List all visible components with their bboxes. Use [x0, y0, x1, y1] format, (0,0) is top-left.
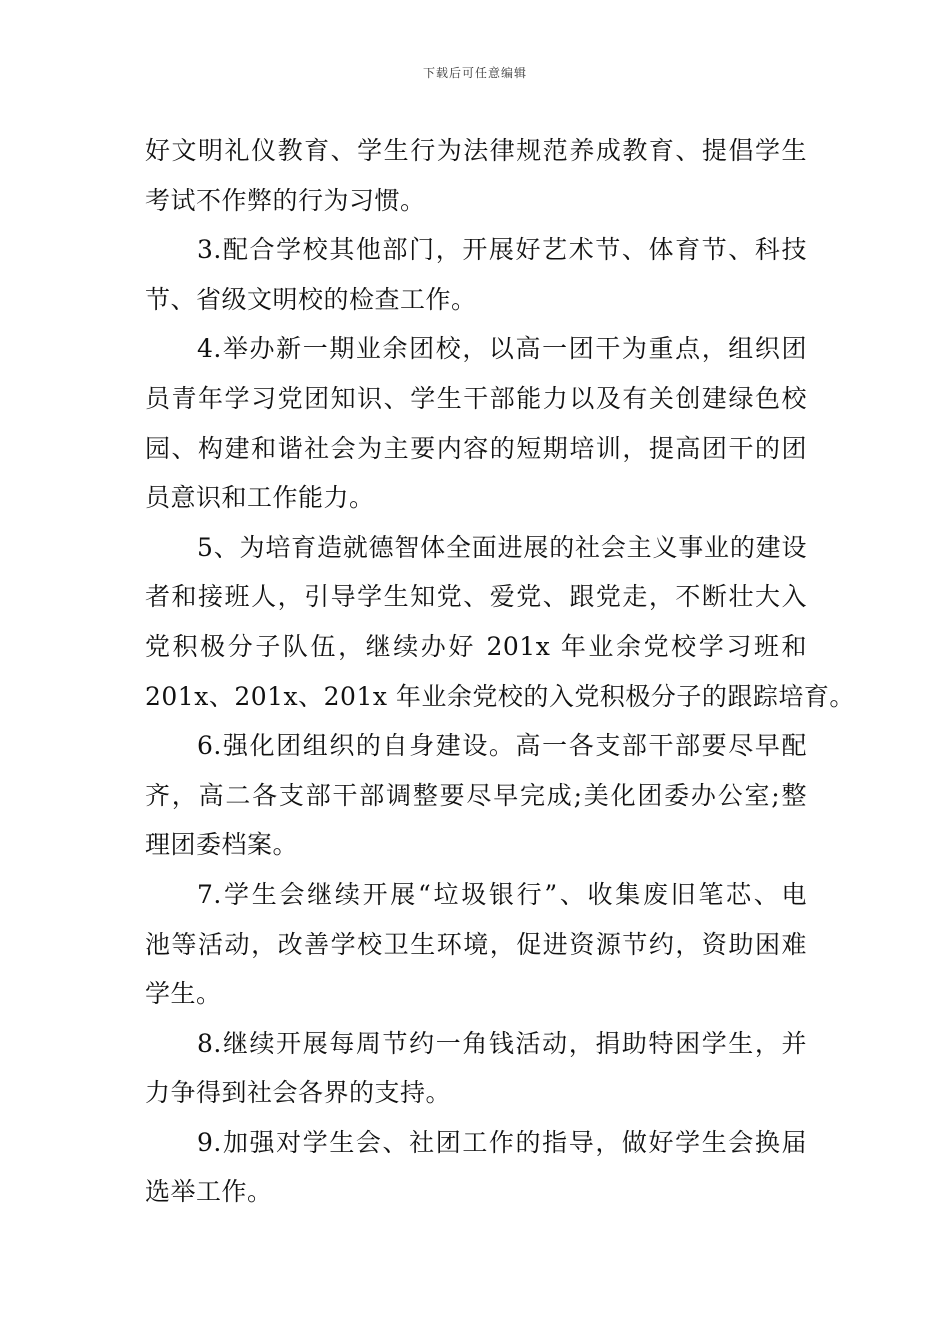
text-line: 好文明礼仪教育、学生行为法律规范养成教育、提倡学生 [145, 136, 807, 165]
text-line: 员青年学习党团知识、学生干部能力以及有关创建绿色校 [145, 383, 807, 413]
text-line: 3.配合学校其他部门，开展好艺术节、体育节、科技 [197, 235, 807, 265]
text-line: 4.举办新一期业余团校，以高一团干为重点，组织团 [197, 334, 807, 364]
text-line: 池等活动，改善学校卫生环境，促进资源节约，资助困难 [145, 929, 807, 959]
text-line: 201x、201x、201x 年业余党校的入党积极分子的跟踪培育。 [145, 681, 855, 711]
text-line: 理团委档案。 [145, 830, 299, 860]
text-line: 8.继续开展每周节约一角钱活动，捐助特困学生，并 [197, 1028, 807, 1058]
text-line: 力争得到社会各界的支持。 [145, 1078, 452, 1108]
text-line: 节、省级文明校的检查工作。 [145, 284, 477, 314]
text-line: 9.加强对学生会、社团工作的指导，做好学生会换届 [197, 1127, 807, 1157]
text-line: 选举工作。 [145, 1177, 273, 1207]
text-line: 员意识和工作能力。 [145, 483, 375, 513]
text-line: 考试不作弊的行为习惯。 [145, 185, 426, 215]
text-line: 者和接班人，引导学生知党、爱党、跟党走，不断壮大入 [145, 582, 807, 612]
text-line: 学生。 [145, 979, 222, 1009]
text-line: 5、为培育造就德智体全面进展的社会主义事业的建设 [197, 532, 807, 562]
text-line: 齐，高二各支部干部调整要尽早完成;美化团委办公室;整 [145, 780, 807, 810]
text-line: 6.强化团组织的自身建设。高一各支部干部要尽早配 [197, 731, 807, 761]
text-line: 园、构建和谐社会为主要内容的短期培训，提高团干的团 [145, 433, 807, 463]
document-body [145, 126, 855, 1217]
page-header: 下载后可任意编辑 [422, 66, 527, 80]
text-line: 党积极分子队伍，继续办好 201x 年业余党校学习班和 [145, 631, 807, 661]
text-line: 7.学生会继续开展“垃圾银行”、收集废旧笔芯、电 [197, 879, 807, 909]
